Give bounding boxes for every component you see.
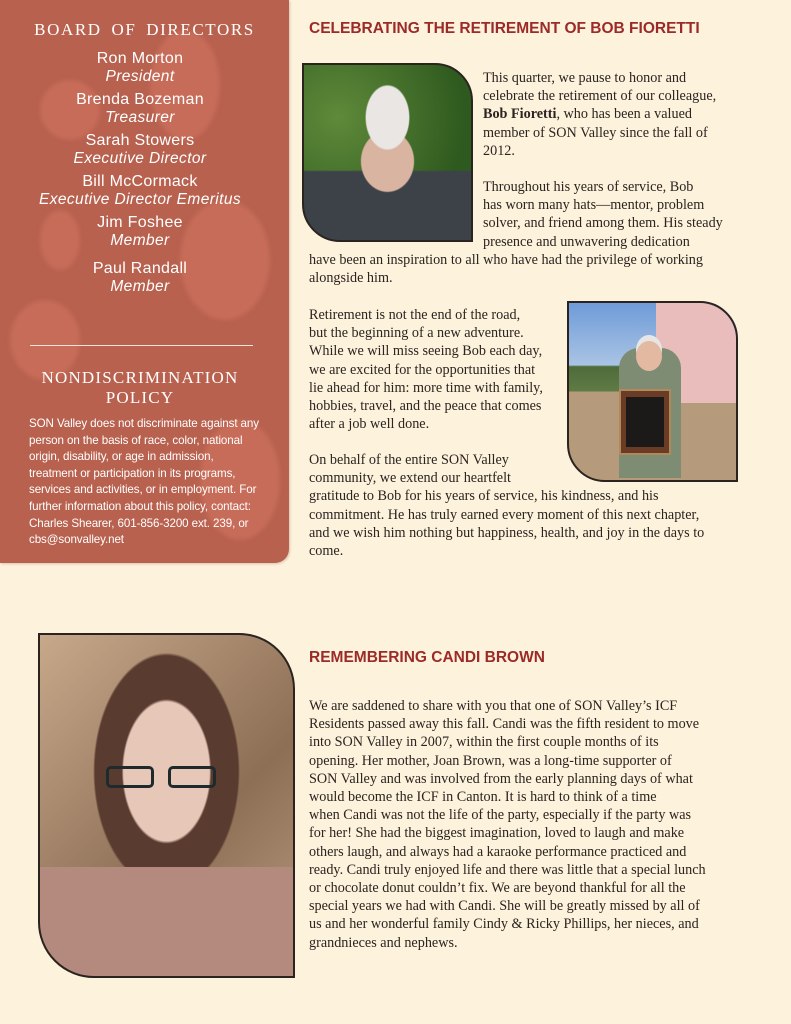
- board-member: [0, 173, 280, 209]
- text-line: when Candi was not the life of the party, especially if the party was: [309, 807, 692, 824]
- text-line: come.: [309, 543, 344, 560]
- text-line: While we will miss seeing Bob each day,: [309, 343, 543, 360]
- text-line: Throughout his years of service, Bob: [483, 179, 694, 195]
- member-name: Ron Morton: [96, 50, 184, 67]
- board-member: [0, 91, 280, 127]
- text-line: would become the ICF in Canton. It is hard to think of a time: [309, 789, 657, 806]
- text-line: 2012.: [483, 142, 515, 159]
- text-line: lie ahead for him: more time with family,: [309, 379, 543, 396]
- text-line: alongside him.: [309, 270, 393, 287]
- policy-line: services and activities, or in employment. For: [29, 483, 257, 497]
- board-sidebar: [0, 0, 289, 563]
- text-line: others laugh, and always had a karaoke performance practiced and: [309, 843, 687, 860]
- text-line: On behalf of the entire SON Valley: [309, 452, 509, 468]
- text-line: for her! She had the biggest imagination, loved to laugh and make: [309, 825, 685, 842]
- text-line: ready. Candi truly enjoyed life and there was little that a special lunch: [309, 861, 706, 878]
- text-line: Residents passed away this fall. Candi was the fifth resident to move: [309, 716, 700, 733]
- article-heading-retirement: CELEBRATING THE RETIREMENT OF BOB FIORETTI: [309, 20, 700, 37]
- glasses-detail: [106, 766, 222, 788]
- member-role: Member: [110, 278, 170, 295]
- text-line: after a job well done.: [309, 416, 430, 433]
- policy-text: [29, 416, 269, 549]
- text-line: This quarter, we pause to honor and: [483, 70, 687, 86]
- text-line: [483, 105, 716, 123]
- candi-portrait-photo: [38, 633, 295, 978]
- policy-line: further information about this policy, contact:: [29, 499, 251, 513]
- article1-paragraph-2b: [309, 251, 703, 287]
- text-fragment: , who has been a valued: [556, 106, 692, 123]
- text-line: SON Valley and was involved from the early planning days of what: [309, 770, 693, 787]
- article2-paragraph: [309, 697, 706, 952]
- policy-line: person on the basis of race, color, national: [29, 433, 243, 447]
- policy-line: treatment or participation in its programs,: [29, 466, 236, 480]
- member-role: Executive Director Emeritus: [38, 191, 242, 208]
- board-member: [0, 132, 280, 168]
- member-role: Executive Director: [73, 150, 207, 167]
- text-line: hobbies, travel, and the peace that comes: [309, 398, 542, 415]
- text-line: grandnieces and nephews.: [309, 934, 458, 951]
- article1-paragraph-4: [309, 451, 704, 560]
- board-member-list: [0, 50, 280, 301]
- member-role: Member: [110, 232, 170, 249]
- bob-portrait-photo: [302, 63, 473, 242]
- article1-paragraph-3: [309, 306, 543, 433]
- text-line: into SON Valley in 2007, within the first couple months of its: [309, 734, 659, 751]
- member-name: Sarah Stowers: [85, 132, 195, 149]
- bob-name-bold: Bob Fioretti: [483, 106, 557, 123]
- text-line: have been an inspiration to all who have had the privilege of working: [309, 252, 703, 268]
- policy-line: Charles Shearer, 601-856-3200 ext. 239, or: [29, 516, 249, 530]
- text-line: solver, and friend among them. His steady: [483, 215, 723, 232]
- text-line: but the beginning of a new adventure.: [309, 325, 524, 342]
- text-line: member of SON Valley since the fall of: [483, 124, 708, 141]
- board-member: [0, 214, 280, 250]
- text-line: celebrate the retirement of our colleague,: [483, 88, 717, 105]
- text-line: we are excited for the opportunities that: [309, 361, 536, 378]
- text-line: has worn many hats—mentor, problem: [483, 197, 705, 214]
- sidebar-divider: [30, 345, 253, 346]
- text-line: Retirement is not the end of the road,: [309, 307, 521, 323]
- member-name: Paul Randall: [92, 260, 188, 277]
- text-line: commitment. He has truly earned every moment of this next chapter,: [309, 506, 700, 523]
- text-line: opening. Her mother, Joan Brown, was a long-time supporter of: [309, 752, 672, 769]
- member-name: Brenda Bozeman: [76, 91, 204, 108]
- text-line: gratitude to Bob for his years of service, his kindness, and his: [309, 488, 659, 505]
- article1-paragraph-2a: [483, 178, 723, 251]
- member-role: President: [105, 68, 175, 85]
- text-line: community, we extend our heartfelt: [309, 470, 511, 487]
- member-role: Treasurer: [105, 109, 175, 126]
- board-title: BOARD OF DIRECTORS: [34, 20, 255, 39]
- text-line: We are saddened to share with you that one of SON Valley’s ICF: [309, 698, 678, 714]
- policy-title-line: POLICY: [105, 388, 175, 407]
- policy-title: [0, 368, 280, 408]
- article1-paragraph-1: [483, 69, 716, 160]
- text-line: and we wish him nothing but happiness, health, and joy in the days to: [309, 524, 705, 541]
- text-line: presence and unwavering dedication: [483, 233, 690, 250]
- policy-line: SON Valley does not discriminate against any: [29, 417, 259, 430]
- board-member: [0, 260, 280, 296]
- member-name: Jim Foshee: [97, 214, 183, 231]
- text-line: special years we had with Candi. She will be greatly missed by all of: [309, 898, 700, 915]
- member-name: Bill McCormack: [82, 173, 198, 190]
- policy-email[interactable]: cbs@sonvalley.net: [29, 533, 124, 547]
- text-line: or chocolate donut couldn’t fix. We are beyond thankful for all the: [309, 880, 686, 897]
- policy-title-line: NONDISCRIMINATION: [41, 368, 239, 387]
- text-line: us and her wonderful family Cindy & Ricky Phillips, her nieces, and: [309, 916, 699, 933]
- plaque-face: [626, 397, 664, 447]
- policy-line: origin, disability, or age in admission,: [29, 450, 214, 464]
- award-plaque: [619, 389, 671, 455]
- person-head: [636, 341, 662, 371]
- board-member: [0, 50, 280, 86]
- article-heading-remembering: REMEMBERING CANDI BROWN: [309, 649, 545, 666]
